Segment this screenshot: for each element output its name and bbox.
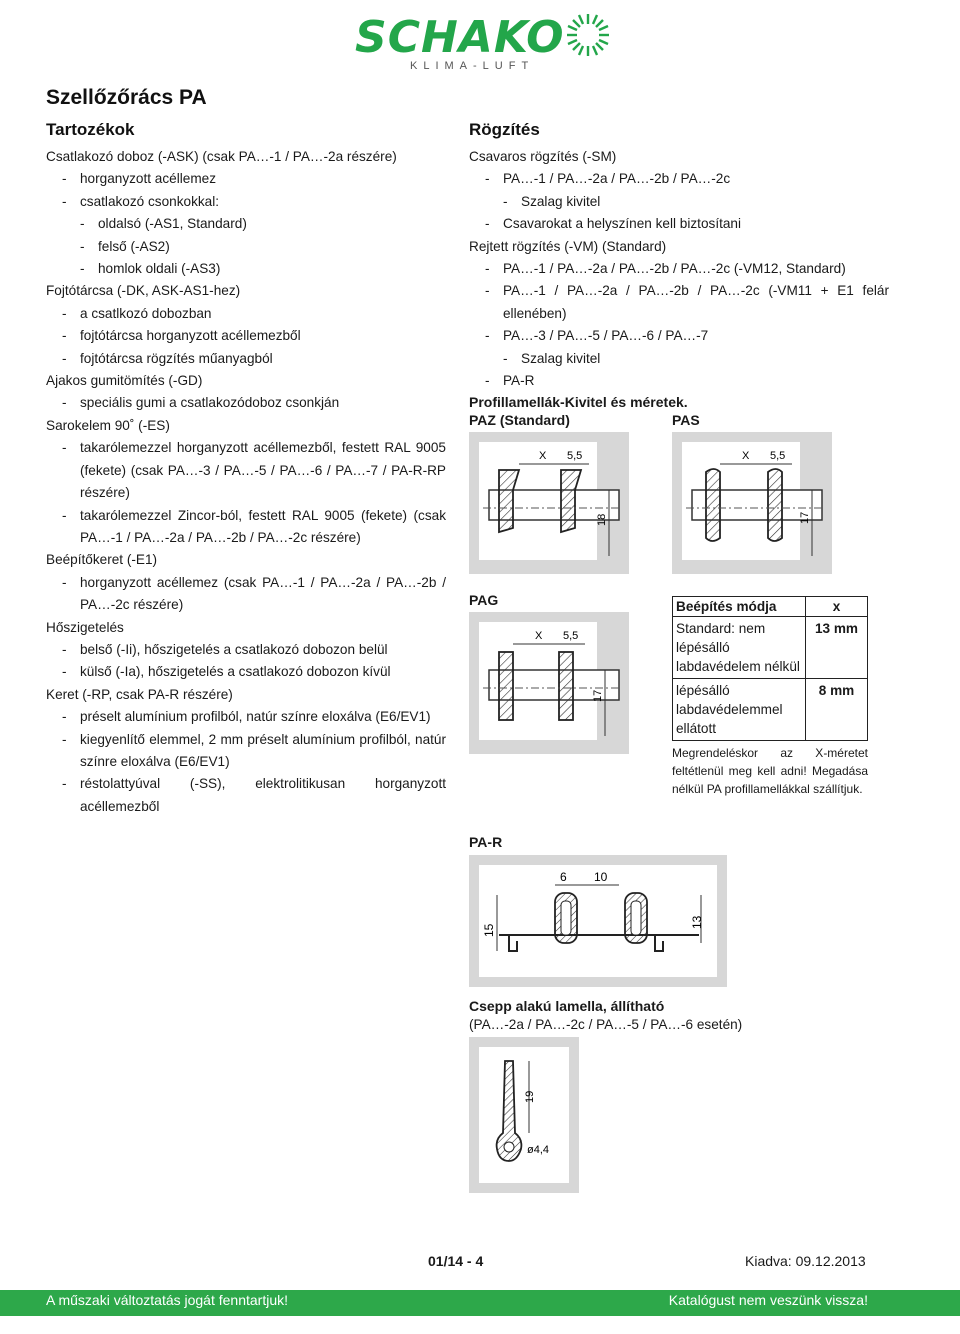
footer-bar (0, 1290, 960, 1316)
installation-table (672, 596, 868, 741)
list-item (46, 505, 446, 550)
list-item-text: Csatlakozó doboz (-ASK) (csak PA…-1 / PA…-2a részére) (46, 149, 397, 164)
accessories-heading: Tartozékok (46, 120, 135, 139)
list-item (46, 236, 446, 258)
drop-lamella-drawing (469, 1037, 579, 1193)
bullet-dash: - (62, 171, 67, 187)
bullet-dash: - (485, 328, 490, 344)
footer-left-note: A műszaki változtatás jogát fenntartjuk! (46, 1292, 289, 1308)
par-dim-a: 6 (560, 870, 567, 884)
bullet-dash: - (485, 373, 490, 389)
bullet-dash: - (62, 507, 67, 523)
document-title: Szellőzőrács PA (46, 86, 207, 109)
bullet-dash: - (62, 395, 67, 411)
bullet-dash: - (485, 283, 490, 299)
list-item-text: PA…-1 / PA…-2a / PA…-2b / PA…-2c (-VM11 + E1 felár ellenében) (503, 283, 889, 321)
list-item-text: Keret (-RP, csak PA-R részére) (46, 686, 233, 702)
bullet-dash: - (62, 305, 67, 321)
logo-tagline: KLIMA-LUFT (410, 60, 535, 72)
list-item-text: Szalag kivitel (521, 350, 601, 366)
list-item (469, 348, 889, 370)
list-item (469, 146, 889, 168)
list-item-text: külső (-Ia), hőszigetelés a csatlakozó dobozon kívül (80, 664, 391, 680)
bullet-dash: - (62, 193, 67, 209)
list-item (469, 236, 889, 258)
list-item-text: speciális gumi a csatlakozódoboz csonkján (80, 395, 340, 411)
list-item-text: Ajakos gumitömítés (-GD) (46, 373, 203, 389)
list-item-text: PA…-1 / PA…-2a / PA…-2b / PA…-2c (503, 171, 731, 187)
list-item (469, 325, 889, 347)
list-item-text: oldalsó (-AS1, Standard) (98, 216, 247, 232)
list-item-text: PA…-3 / PA…-5 / PA…-6 / PA…-7 (503, 328, 709, 344)
list-item-text: a csatlkozó dobozban (80, 305, 212, 321)
par-profile-drawing (469, 855, 727, 987)
list-item (46, 325, 446, 347)
list-item-text: felső (-AS2) (98, 238, 170, 254)
list-item-text: Rejtett rögzítés (-VM) (Standard) (469, 238, 667, 254)
logo-wordmark: SCHAKO (355, 12, 565, 63)
pas-dim-x: X (742, 450, 750, 462)
list-item (46, 258, 446, 280)
paz-label: PAZ (Standard) (469, 412, 570, 428)
list-item-text: Csavarokat a helyszínen kell biztosítani (503, 216, 742, 232)
pag-profile-drawing (469, 612, 629, 754)
list-item (46, 415, 446, 437)
list-item-text: PA-R (503, 373, 535, 389)
list-item (46, 549, 446, 571)
accessories-section (46, 120, 446, 818)
list-item (469, 258, 889, 280)
list-item (46, 706, 446, 728)
list-item-text: kiegyenlítő elemmel, 2 mm préselt alumínium profilból, natúr színre eloxálva (E6/EV1) (80, 731, 446, 769)
sun-icon (565, 12, 611, 58)
list-item (46, 370, 446, 392)
list-item-text: takarólemezzel Zincor-ból, festett RAL 9005 (fekete) (csak PA…-1 / PA…-2a / PA…-2b / PA…-2c részére) (80, 507, 446, 545)
bullet-dash: - (62, 350, 67, 366)
bullet-dash: - (62, 328, 67, 344)
par-dim-b: 10 (594, 870, 608, 884)
list-item-text: belső (-Ii), hőszigetelés a csatlakozó dobozon belül (80, 641, 388, 657)
list-item-text: Fojtótárcsa (-DK, ASK-AS1-hez) (46, 283, 241, 299)
pas-dim-height: 17 (799, 511, 811, 524)
drop-dim-diameter: ø4,4 (527, 1144, 550, 1156)
fixing-heading: Rögzítés (469, 120, 540, 139)
drop-lamella-title: Csepp alakú lamella, állítható (469, 998, 665, 1014)
list-item (46, 661, 446, 683)
list-item (46, 617, 446, 639)
footer-right-note: Katalógust nem veszünk vissza! (668, 1292, 868, 1308)
bullet-dash: - (62, 709, 67, 725)
list-item (46, 168, 446, 190)
install-row-x: 8 mm (806, 679, 868, 741)
profiles-heading: Profillamellák-Kivitel és méretek. (469, 394, 688, 410)
bullet-dash: - (62, 641, 67, 657)
install-head-mode: Beépítés módja (673, 597, 806, 617)
list-item (469, 370, 889, 392)
pag-dim-x: X (535, 630, 543, 642)
list-item-text: takarólemezzel horganyzott acéllemezből, festett RAL 9005 (fekete) (csak PA…-3 / PA…-5 / PA…-6 / PA…-7 / PA-R-RP részére) (80, 440, 446, 501)
drop-lamella-subtitle: (PA…-2a / PA…-2c / PA…-5 / PA…-6 esetén) (469, 1017, 743, 1032)
bullet-dash: - (80, 238, 85, 254)
list-item-text: csatlakozó csonkokkal: (80, 193, 220, 209)
accessories-list (46, 146, 446, 818)
bullet-dash: - (62, 776, 67, 792)
bullet-dash: - (62, 440, 67, 456)
pag-dim-height: 17 (592, 689, 604, 702)
list-item-text: horganyzott acéllemez (80, 171, 217, 187)
paz-dim-pitch: 5,5 (567, 450, 583, 462)
list-item (46, 572, 446, 617)
drop-dim-length: 19 (524, 1090, 536, 1103)
fixing-list (469, 146, 889, 392)
list-item (469, 191, 889, 213)
list-item-text: Szalag kivitel (521, 193, 601, 209)
bullet-dash: - (485, 216, 490, 232)
par-dim-h2: 13 (690, 915, 704, 929)
list-item (46, 280, 446, 302)
paz-dim-x: X (539, 450, 547, 462)
list-item (46, 303, 446, 325)
fixing-section (469, 120, 889, 392)
list-item (46, 437, 446, 504)
issue-date: Kiadva: 09.12.2013 (745, 1253, 866, 1269)
list-item (46, 684, 446, 706)
schako-logo (355, 12, 605, 74)
list-item-text: fojtótárcsa rögzítés műanyagból (80, 350, 273, 366)
pas-profile-drawing (672, 432, 832, 574)
list-item-text: horganyzott acéllemez (csak PA…-1 / PA…-2a / PA…-2b / PA…-2c részére) (80, 574, 446, 613)
bullet-dash: - (503, 193, 508, 209)
install-head-x: x (806, 597, 868, 617)
bullet-dash: - (62, 664, 67, 680)
bullet-dash: - (485, 261, 490, 277)
list-item-text: réstolattyúval (-SS), elektrolitikusan horganyzott acéllemezből (80, 776, 446, 814)
pag-dim-pitch: 5,5 (563, 630, 579, 642)
pas-dim-pitch: 5,5 (770, 450, 786, 462)
bullet-dash: - (485, 171, 490, 187)
list-item (469, 168, 889, 190)
install-row-x: 13 mm (806, 617, 868, 679)
list-item (46, 392, 446, 414)
list-item (46, 773, 446, 818)
install-row-mode: lépésálló labdavédelemmel ellátott (673, 679, 806, 741)
list-item-text: Sarokelem 90˚ (-ES) (46, 417, 170, 433)
list-item (469, 213, 889, 235)
list-item-text: Hőszigetelés (46, 619, 124, 635)
pas-label: PAS (672, 412, 700, 428)
list-item (469, 280, 889, 325)
paz-profile-drawing (469, 432, 629, 574)
bullet-dash: - (80, 261, 85, 277)
list-item (46, 191, 446, 213)
install-note: Megrendeléskor az X-méretet feltétlenül meg kell adni! Megadása nélkül PA profillamellákkal szállítjuk. (672, 746, 868, 796)
par-dim-h1: 15 (482, 923, 496, 937)
bullet-dash: - (62, 574, 67, 590)
list-item-text: PA…-1 / PA…-2a / PA…-2b / PA…-2c (-VM12, Standard) (503, 261, 846, 277)
list-item-text: Beépítőkeret (-E1) (46, 552, 158, 568)
list-item-text: fojtótárcsa horganyzott acéllemezből (80, 328, 301, 344)
par-label: PA-R (469, 834, 503, 850)
list-item-text: préselt alumínium profilból, natúr színre eloxálva (E6/EV1) (80, 709, 431, 725)
bullet-dash: - (503, 350, 508, 366)
bullet-dash: - (80, 216, 85, 232)
paz-dim-height: 18 (596, 513, 608, 526)
list-item-text: homlok oldali (-AS3) (98, 261, 221, 277)
list-item-text: Csavaros rögzítés (-SM) (469, 149, 617, 164)
list-item (46, 639, 446, 661)
install-row-mode: Standard: nem lépésálló labdavédelem nélkül (673, 617, 806, 679)
bullet-dash: - (62, 731, 67, 747)
list-item (46, 146, 446, 168)
pag-label: PAG (469, 592, 499, 608)
page-number: 01/14 - 4 (428, 1253, 484, 1269)
list-item (46, 213, 446, 235)
list-item (46, 729, 446, 774)
list-item (46, 348, 446, 370)
